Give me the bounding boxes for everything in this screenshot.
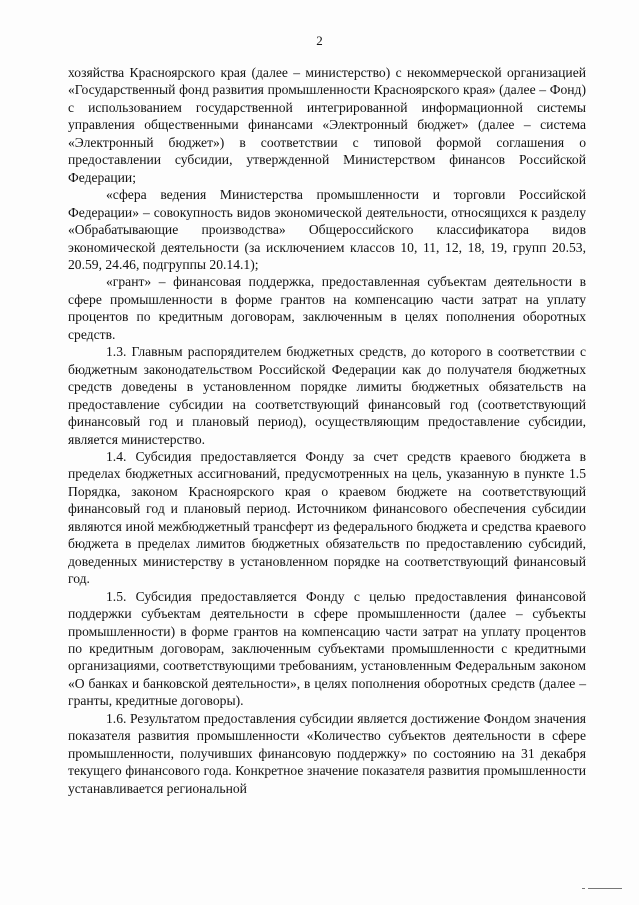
scan-mark: [588, 888, 622, 890]
paragraph-1-6: 1.6. Результатом предоставления субсидии является достижение Фондом значения показателя развития промышленности «Количество субъектов деятельности в сфере промышленности, получивших финансовую поддержку» по состоянию на 31 декабря текущего финансового года. Конкретное значение показателя развития промышленности устанавливается региональной: [68, 710, 586, 796]
paragraph-continuation: хозяйства Красноярского края (далее – министерство) с некоммерческой организацией «Государственный фонд развития промышленности Красноярского края» (далее – Фонд) с использованием государственной интегрированной информационной системы управления общественными финансами «Электронный бюджет» (далее – система «Электронный бюджет») в соответствии с типовой формой соглашения о предоставлении субсидии, утвержденной Министерством финансов Российской Федерации;: [68, 65, 586, 185]
page-number: 2: [316, 33, 323, 48]
paragraph-1-4: 1.4. Субсидия предоставляется Фонду за счет средств краевого бюджета в пределах бюджетных ассигнований, предусмотренных на цель, указанную в пункте 1.5 Порядка, законом Красноярского края о краевом бюджете на соответствующий финансовый год и плановый период. Источником финансового обеспечения субсидии являются иной межбюджетный трансферт из федерального бюджета и средства краевого бюджета в пределах лимитов бюджетных обязательств по предоставлению субсидий, доведенных министерству в установленном порядке на соответствующий финансовый год.: [68, 448, 586, 587]
paragraph-1-3: 1.3. Главным распорядителем бюджетных средств, до которого в соответствии с бюджетным законодательством Российской Федерации как до получателя бюджетных средств доведены в установленном порядке лимиты бюджетных обязательств на предоставление субсидии на соответствующий финансовый год (соответствующий финансовый год и плановый период), осуществляющим предоставление субсидии, является министерство.: [68, 344, 586, 447]
paragraph-1-5: 1.5. Субсидия предоставляется Фонду с целью предоставления финансовой поддержки субъектам деятельности в сфере промышленности (далее – субъекты промышленности) в форме грантов на компенсацию части затрат на уплату процентов по кредитным договорам, заключенным субъектами промышленности с кредитными организациями, соответствующими требованиям, установленным Федеральным законом «О банках и банковской деятельности», в целях пополнения оборотных средств (далее – гранты, кредитные договоры).: [68, 588, 586, 709]
document-body: [68, 64, 586, 797]
paragraph-definition-sphere: «сфера ведения Министерства промышленности и торговли Российской Федерации» – совокупность видов экономической деятельности, относящихся к разделу «Обрабатывающие производства» Общероссийского классификатора видов экономической деятельности (за исключением классов 10, 11, 12, 18, 19, групп 20.53, 20.59, 24.46, подгруппы 20.14.1);: [68, 187, 586, 272]
paragraph-definition-grant: «грант» – финансовая поддержка, предоставленная субъектам деятельности в сфере промышленности в форме грантов на компенсацию части затрат на уплату процентов по кредитным договорам, заключенным в целях пополнения оборотных средств.: [68, 274, 586, 342]
